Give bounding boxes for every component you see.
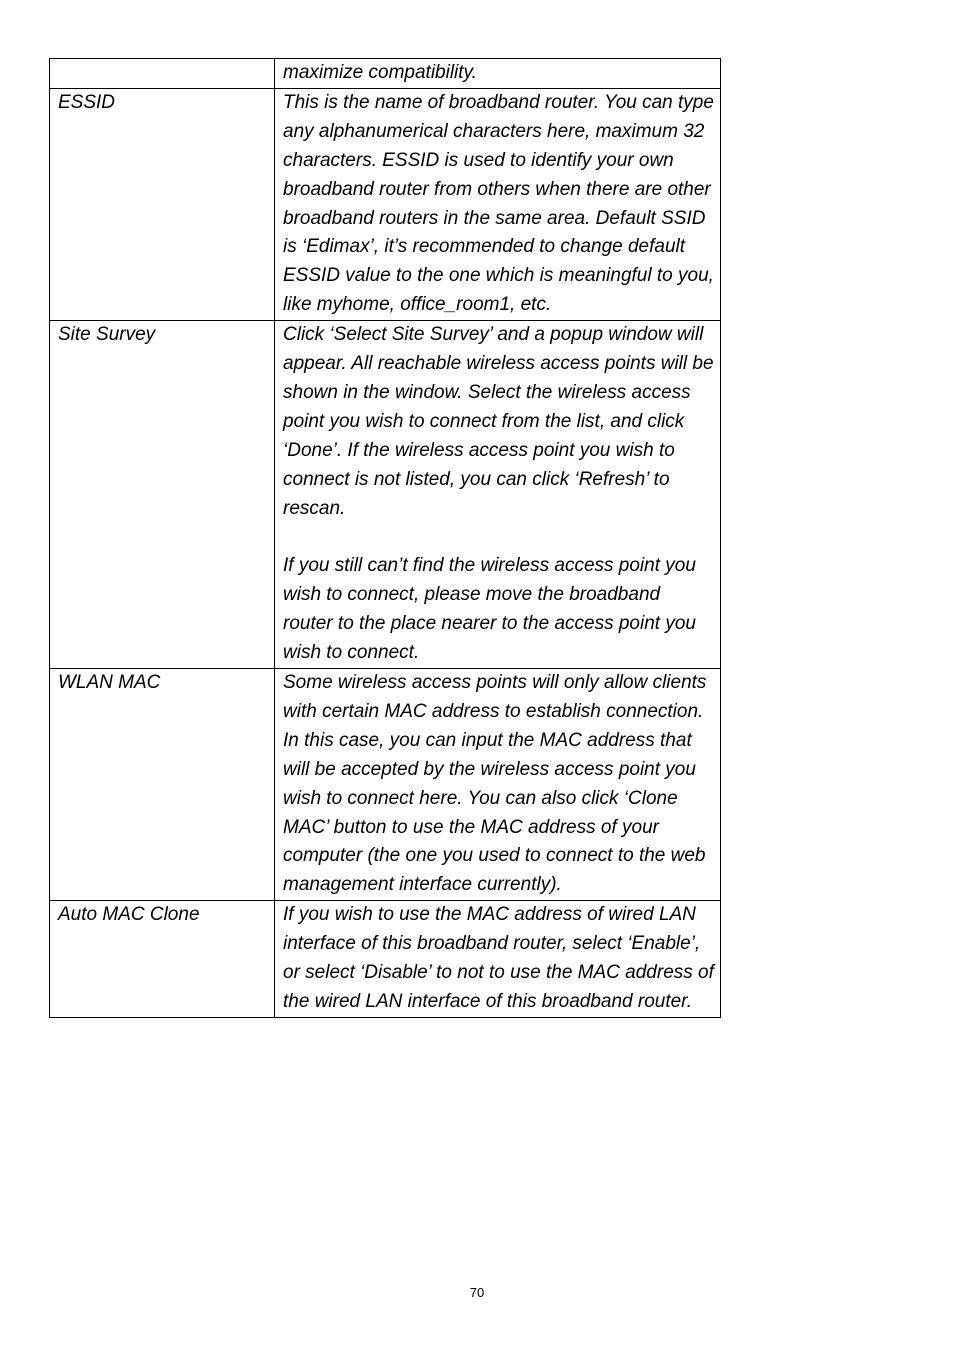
term-cell: ESSID	[50, 88, 275, 320]
table-row	[50, 59, 721, 89]
table-row	[50, 901, 721, 1018]
table-row	[50, 321, 721, 669]
settings-description-table	[49, 58, 721, 1018]
term-cell: Site Survey	[50, 321, 275, 669]
description-cell: maximize compatibility.	[275, 59, 721, 89]
term-cell: WLAN MAC	[50, 669, 275, 901]
table-row	[50, 669, 721, 901]
page-number: 70	[469, 1285, 485, 1300]
description-cell: If you wish to use the MAC address of wired LAN interface of this broadband router, select ‘Enable’, or select ‘Disable’ to not to use the MAC address of the wired LAN interface of this broadband router.	[275, 901, 721, 1018]
description-cell: Some wireless access points will only allow clients with certain MAC address to establish connection. In this case, you can input the MAC address that will be accepted by the wireless access point you wish to connect here. You can also click ‘Clone MAC’ button to use the MAC address of your computer (the one you used to connect to the web management interface currently).	[275, 669, 721, 901]
table-row	[50, 88, 721, 320]
description-cell: Click ‘Select Site Survey’ and a popup window will appear. All reachable wireless access points will be shown in the window. Select the wireless access point you wish to connect from the list, and click ‘Done’. If the wireless access point you wish to connect is not listed, you can click ‘Refresh’ to rescan. If you still can’t find the wireless access point you wish to connect, please move the broadband router to the place nearer to the access point you wish to connect.	[275, 321, 721, 669]
term-cell	[50, 59, 275, 89]
term-cell: Auto MAC Clone	[50, 901, 275, 1018]
description-cell: This is the name of broadband router. You can type any alphanumerical characters here, maximum 32 characters. ESSID is used to identify your own broadband router from others when there are other broadband routers in the same area. Default SSID is ‘Edimax’, it’s recommended to change default ESSID value to the one which is meaningful to you, like myhome, office_room1, etc.	[275, 88, 721, 320]
